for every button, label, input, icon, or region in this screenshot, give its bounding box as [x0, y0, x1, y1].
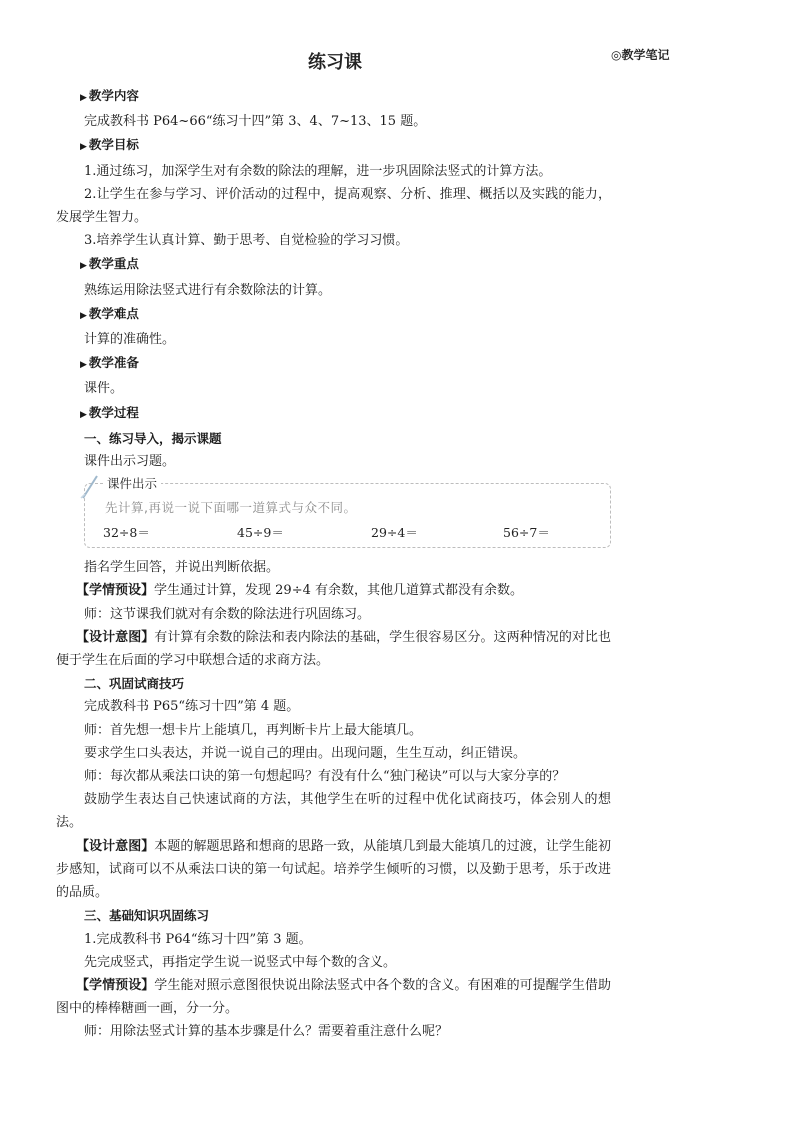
part2-line3: 要求学生口头表达，并说一说自己的理由。出现问题，生生互动，纠正错误。	[84, 745, 527, 761]
page-title: 练习课	[308, 52, 362, 73]
part1-teacher: 师：这节课我们就对有余数的除法进行巩固练习。	[84, 606, 371, 622]
courseware-prompt: 先计算,再说一说下面哪一道算式与众不同。	[105, 500, 357, 516]
triangle-bullet-icon: ▶	[80, 360, 87, 371]
teaching-notes-tag: ◎教学笔记	[611, 48, 670, 62]
equation-4: 56÷7＝	[503, 525, 550, 541]
part1-title: 一、练习导入，揭示课题	[84, 430, 222, 446]
part3-line2: 先完成竖式，再指定学生说一说竖式中每个数的含义。	[84, 954, 397, 970]
part1-analysis: 【学情预设】学生通过计算，发现 29÷4 有余数，其他几道算式都没有余数。	[76, 583, 523, 599]
part2-line1: 完成教科书 P65“练习十四”第 4 题。	[84, 699, 300, 715]
triangle-bullet-icon: ▶	[80, 93, 87, 103]
part3-teacher: 师：用除法竖式计算的基本步骤是什么？需要着重注意什么呢？	[84, 1024, 449, 1040]
triangle-bullet-icon: ▶	[80, 142, 87, 153]
part3-line1: 1.完成教科书 P64“练习十四”第 3 题。	[84, 931, 312, 947]
goal-item-2: 2.让学生在参与学习、评价活动的过程中，提高观察、分析、推理、概括以及实践的能力，发展学生智力。	[56, 186, 611, 226]
triangle-bullet-icon: ▶	[80, 310, 87, 321]
heading-key-point: ▶ 教学重点	[80, 256, 139, 272]
heading-process: ▶ 教学过程	[80, 404, 139, 420]
courseware-box	[84, 476, 611, 548]
goal-item-1: 1.通过练习，加深学生对有余数的除法的理解，进一步巩固除法竖式的计算方法。	[84, 163, 552, 179]
heading-content: ▶ 教学内容	[80, 88, 139, 103]
equation-1: 32÷8＝	[103, 525, 150, 541]
difficulty-text: 计算的准确性。	[84, 332, 176, 348]
key-point-text: 熟练运用除法竖式进行有余数除法的计算。	[84, 282, 332, 298]
heading-difficulty: ▶ 教学难点	[80, 305, 139, 321]
part3-analysis: 【学情预设】学生能对照示意图很快说出除法竖式中各个数的含义。有困难的可提醒学生借助图中的棒棒糖画一画，分一分。	[56, 977, 611, 1017]
part2-design: 【设计意图】本题的解题思路和想商的思路一致，从能填几到最大能填几的过渡，让学生能初步感知，试商可以不从乘法口诀的第一句试起。培养学生倾听的习惯，以及勤于思考，乐于改进的品质。	[56, 838, 611, 901]
heading-preparation: ▶ 教学准备	[80, 355, 139, 371]
content-text: 完成教科书 P64~66“练习十四”第 3、4、7~13、15 题。	[84, 114, 427, 130]
goal-item-3: 3.培养学生认真计算、勤于思考、自觉检验的学习习惯。	[84, 233, 409, 249]
lesson-plan-body	[56, 84, 611, 1044]
courseware-label: 课件出示	[103, 474, 161, 492]
part2-line2: 师：首先想一想卡片上能填几，再判断卡片上最大能填几。	[84, 722, 423, 738]
equation-3: 29÷4＝	[371, 525, 418, 541]
heading-goals: ▶ 教学目标	[80, 137, 139, 153]
part3-title: 三、基础知识巩固练习	[84, 908, 210, 924]
preparation-text: 课件。	[84, 381, 124, 397]
part2-line4: 师：每次都从乘法口诀的第一句想起吗？有没有什么“独门秘诀”可以与大家分享的？	[84, 769, 566, 785]
part1-design: 【设计意图】有计算有余数的除法和表内除法的基础，学生很容易区分。这两种情况的对比也便于学生在后面的学习中联想合适的求商方法。	[56, 629, 611, 669]
part1-line1: 课件出示习题。	[84, 454, 176, 470]
part2-title: 二、巩固试商技巧	[84, 676, 185, 692]
triangle-bullet-icon: ▶	[80, 409, 87, 420]
part2-line5: 鼓励学生表达自己快速试商的方法，其他学生在听的过程中优化试商技巧，体会别人的想法。	[56, 792, 611, 831]
part1-line2: 指名学生回答，并说出判断依据。	[84, 560, 280, 576]
triangle-bullet-icon: ▶	[80, 261, 87, 272]
equation-2: 45÷9＝	[237, 525, 284, 541]
pencil-stroke-icon	[79, 472, 101, 500]
